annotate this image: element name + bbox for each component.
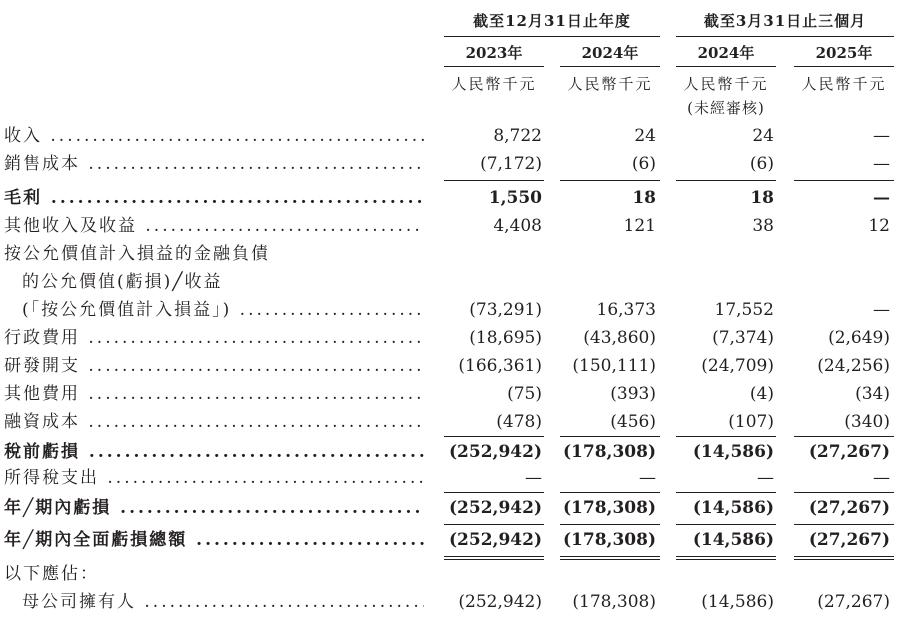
row-loss-for-period (0, 494, 900, 522)
header-year: 2023年 (465, 44, 523, 62)
cell-value: (34) (855, 384, 890, 404)
cell-value: 4,408 (493, 216, 542, 236)
cell-value: (456) (610, 412, 656, 432)
header-year-rule (444, 66, 544, 67)
cell-value: 17,552 (714, 300, 774, 320)
cell-value: (7,172) (480, 154, 542, 174)
row-fvtpl (0, 296, 900, 324)
header-year-rule (676, 66, 776, 67)
cell-value: 38 (752, 216, 774, 236)
cell-value: 1,550 (488, 188, 542, 208)
cell-value: (14,586) (701, 592, 774, 612)
cell-value: (14,586) (692, 498, 774, 518)
row-total-comprehensive-loss (0, 526, 900, 554)
header-currency: 人民幣千元 (801, 75, 887, 93)
cell-value: — (873, 300, 890, 320)
double-rule (444, 559, 544, 560)
row-rd-expenses (0, 352, 900, 380)
cell-value: — (873, 154, 890, 174)
cell-value: — (873, 468, 890, 488)
subtotal-rule (444, 180, 544, 181)
cell-value: 121 (623, 216, 656, 236)
row-admin-expenses (0, 324, 900, 352)
cell-value: (478) (496, 412, 542, 432)
header-currency: 人民幣千元 (567, 75, 653, 93)
cell-value: (14,586) (692, 530, 774, 550)
subtotal-rule (794, 524, 894, 525)
row-label: 母公司擁有人 ..... (22, 588, 424, 616)
cell-value: — (873, 188, 890, 208)
cell-value: (43,860) (583, 328, 656, 348)
row-loss-before-tax (0, 438, 900, 466)
cell-value: (252,942) (449, 530, 542, 550)
double-rule (444, 556, 544, 557)
cell-value: (150,111) (572, 356, 656, 376)
cell-value: (24,256) (817, 356, 890, 376)
cell-value: (75) (507, 384, 542, 404)
double-rule (794, 559, 894, 560)
cell-value: (166,361) (458, 356, 542, 376)
cell-value: (252,942) (449, 442, 542, 462)
cell-value: 24 (752, 126, 774, 146)
header-year-rule (560, 66, 660, 67)
cell-value: (14,586) (692, 442, 774, 462)
double-rule (794, 556, 894, 557)
row-label: 年╱期內全面虧損總額 ..... (4, 526, 424, 554)
cell-value: (252,942) (449, 498, 542, 518)
row-cost-of-sales (0, 150, 900, 178)
subtotal-rule (794, 492, 894, 493)
row-label: 融資成本 ..... (4, 408, 424, 436)
cell-value: — (639, 468, 656, 488)
subtotal-rule (676, 436, 776, 437)
cell-value: (27,267) (808, 530, 890, 550)
subtotal-rule (794, 436, 894, 437)
row-label: 稅前虧損 ..... (4, 438, 424, 466)
row-gross-profit (0, 184, 900, 212)
cell-value: 24 (634, 126, 656, 146)
cell-value: 18 (632, 188, 656, 208)
cell-value: (24,709) (701, 356, 774, 376)
subtotal-rule (560, 492, 660, 493)
cell-value: (27,267) (808, 498, 890, 518)
subtotal-rule (676, 524, 776, 525)
row-label: 行政費用 ..... (4, 324, 424, 352)
cell-value: — (757, 468, 774, 488)
cell-value: (2,649) (828, 328, 890, 348)
row-finance-costs (0, 408, 900, 436)
cell-value: (107) (728, 412, 774, 432)
attributable-to-heading: 以下應佔： (4, 564, 99, 584)
header-group-rule-2 (676, 36, 894, 37)
cell-value: (252,942) (458, 592, 542, 612)
cell-value: (6) (631, 154, 656, 174)
subtotal-rule (444, 436, 544, 437)
row-label: 研發開支 ..... (4, 352, 424, 380)
row-label: 銷售成本 ..... (4, 150, 424, 178)
cell-value: 16,373 (596, 300, 656, 320)
cell-value: (73,291) (469, 300, 542, 320)
subtotal-rule (676, 492, 776, 493)
header-group-year-ended: 截至12月31日止年度 (473, 12, 631, 30)
cell-value: — (873, 126, 890, 146)
row-label: 其他費用 ..... (4, 380, 424, 408)
row-revenue (0, 122, 900, 150)
header-currency: 人民幣千元 (451, 75, 537, 93)
header-group-rule-1 (444, 36, 660, 37)
cell-value: (7,374) (712, 328, 774, 348)
row-owners-of-parent (0, 588, 900, 616)
cell-value: (393) (610, 384, 656, 404)
cell-value: (6) (749, 154, 774, 174)
subtotal-rule (794, 180, 894, 181)
header-year: 2024年 (581, 44, 639, 62)
subtotal-rule (444, 492, 544, 493)
double-rule (560, 556, 660, 557)
row-income-tax (0, 464, 900, 492)
cell-value: (18,695) (469, 328, 542, 348)
double-rule (676, 559, 776, 560)
header-group-three-months: 截至3月31日止三個月 (703, 12, 867, 30)
row-label: 毛利 ..... (4, 184, 424, 212)
row-label-line2: 的公允價值(虧損)╱收益 (22, 272, 223, 292)
header-year: 2025年 (815, 44, 873, 62)
header-year: 2024年 (697, 44, 755, 62)
cell-value: (4) (749, 384, 774, 404)
row-other-expenses (0, 380, 900, 408)
row-label: (「按公允價值計入損益」) ..... (22, 296, 424, 324)
cell-value: (178,308) (563, 498, 656, 518)
row-label-line1: 按公允價值計入損益的金融負債 (4, 244, 270, 264)
header-currency: 人民幣千元 (683, 75, 769, 93)
subtotal-rule (560, 180, 660, 181)
row-other-income (0, 212, 900, 240)
subtotal-rule (444, 524, 544, 525)
cell-value: (178,308) (563, 442, 656, 462)
row-label: 所得稅支出 ..... (4, 464, 424, 492)
subtotal-rule (560, 524, 660, 525)
subtotal-rule (560, 436, 660, 437)
cell-value: 18 (750, 188, 774, 208)
cell-value: (27,267) (808, 442, 890, 462)
cell-value: — (525, 468, 542, 488)
cell-value: (178,308) (572, 592, 656, 612)
row-label: 收入 ..... (4, 122, 424, 150)
cell-value: 8,722 (493, 126, 542, 146)
cell-value: (178,308) (563, 530, 656, 550)
row-label: 其他收入及收益 ..... (4, 212, 424, 240)
subtotal-rule (676, 180, 776, 181)
row-label: 年╱期內虧損 ..... (4, 494, 424, 522)
double-rule (560, 559, 660, 560)
cell-value: 12 (868, 216, 890, 236)
cell-value: (27,267) (817, 592, 890, 612)
header-unaudited-note: (未經審核) (687, 99, 765, 117)
cell-value: (340) (844, 412, 890, 432)
header-year-rule (794, 66, 894, 67)
double-rule (676, 556, 776, 557)
